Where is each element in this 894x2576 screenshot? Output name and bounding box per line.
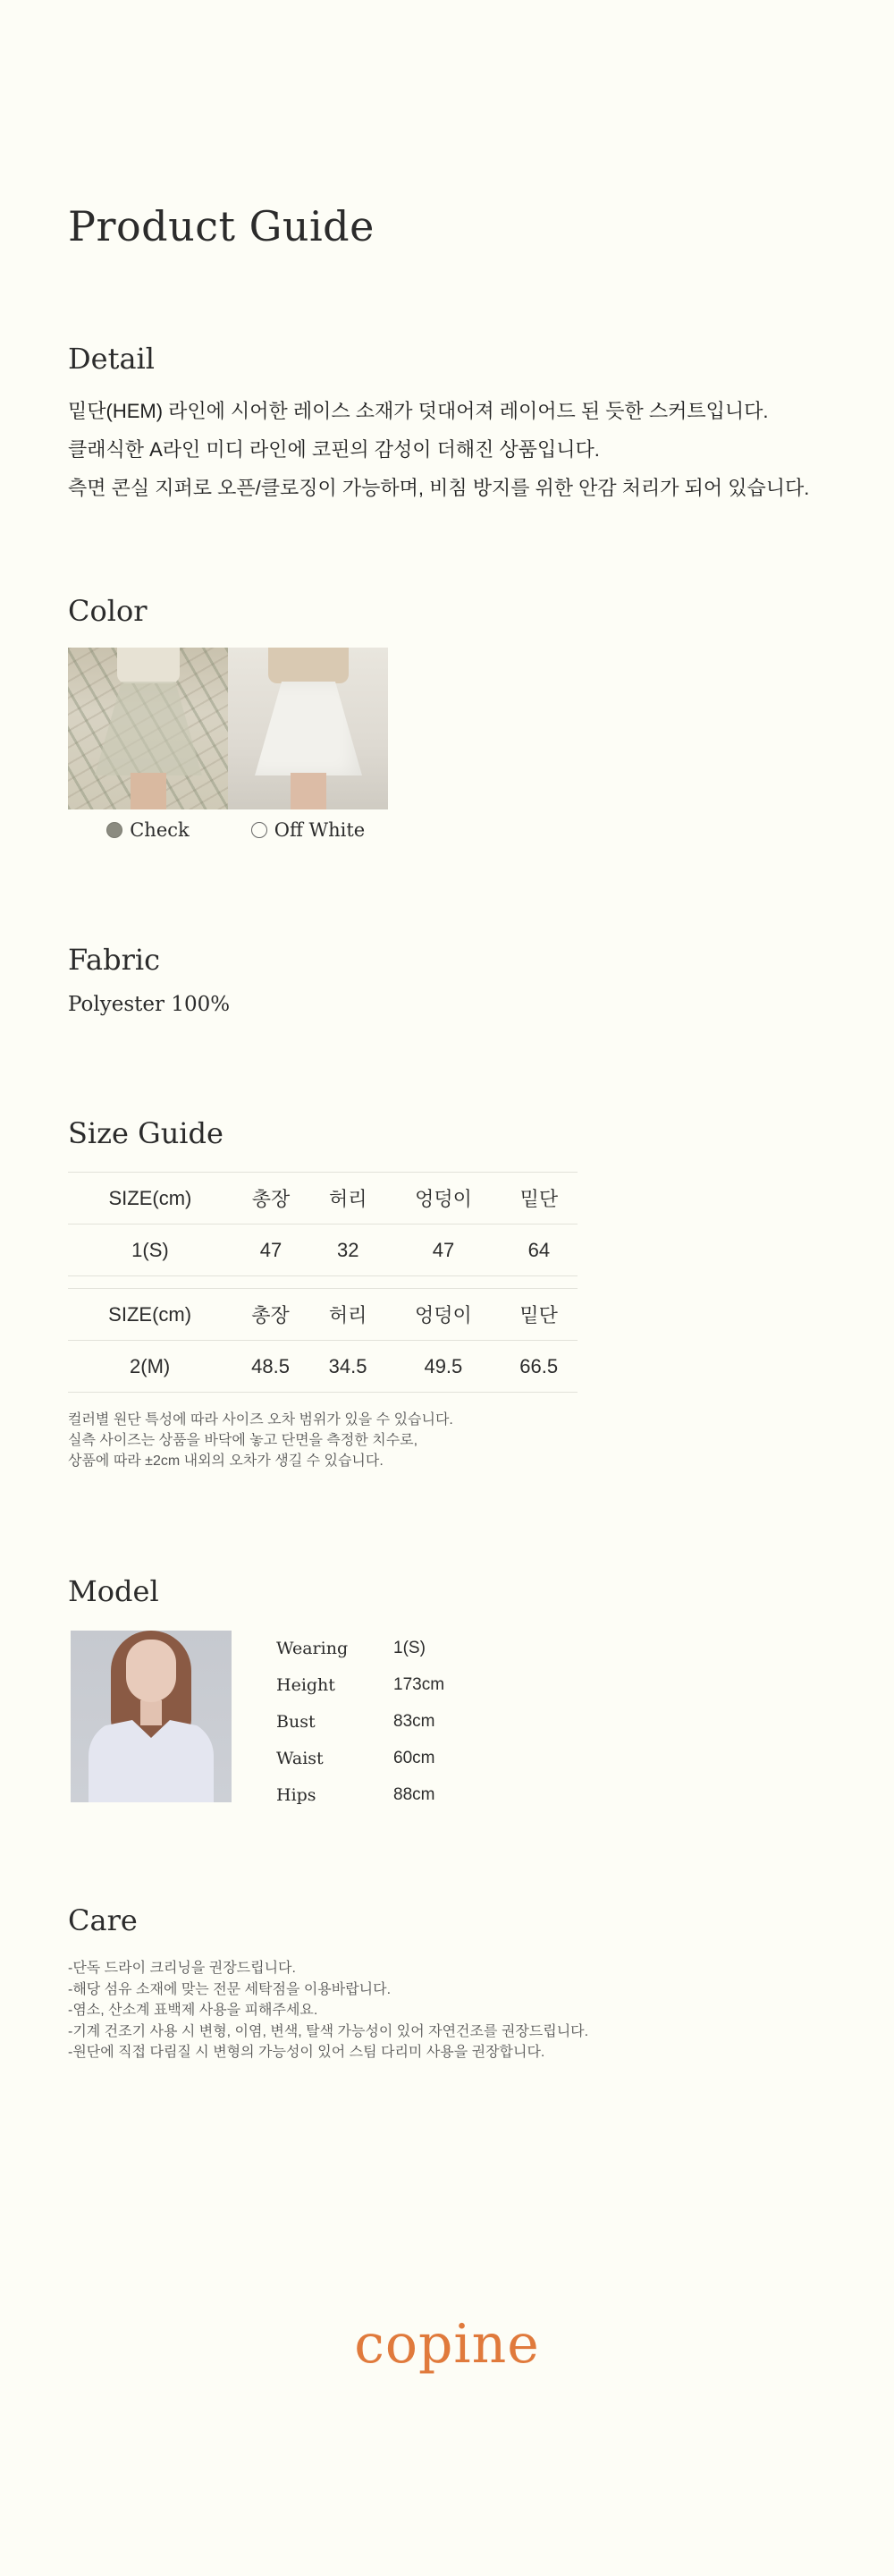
- care-instructions: [68, 1958, 588, 2063]
- care-line: -원단에 직접 다림질 시 변형의 가능성이 있어 스팀 다리미 사용을 권장합니다.: [68, 2045, 545, 2060]
- color-images: [68, 648, 388, 809]
- fabric-title: Fabric: [68, 943, 161, 977]
- table-header: 엉덩이: [386, 1289, 500, 1341]
- color-image-off-white[interactable]: [228, 648, 388, 809]
- detail-line: 측면 콘실 지퍼로 오픈/클로징이 가능하며, 비침 방지를 위한 안감 처리가 되어 있습니다.: [68, 477, 810, 499]
- detail-line: 클래식한 A라인 미디 라인에 코핀의 감성이 더해진 상품입니다.: [68, 438, 600, 461]
- table-header: 허리: [309, 1173, 386, 1224]
- color-dot-icon: [106, 822, 122, 838]
- color-dot-icon: [251, 822, 267, 838]
- table-cell: 49.5: [386, 1341, 500, 1393]
- spec-label: Bust: [276, 1711, 316, 1732]
- color-image-check[interactable]: [68, 648, 228, 809]
- spec-label: Waist: [276, 1748, 324, 1768]
- table-cell: 66.5: [500, 1341, 578, 1393]
- size-note-line: 상품에 따라 ±2cm 내외의 오차가 생길 수 있습니다.: [68, 1453, 384, 1469]
- size-note-line: 컬러별 원단 특성에 따라 사이즈 오차 범위가 있을 수 있습니다.: [68, 1412, 453, 1428]
- color-options: [68, 819, 388, 841]
- care-line: -단독 드라이 크리닝을 권장드립니다.: [68, 1961, 296, 1976]
- table-header: 총장: [232, 1289, 309, 1341]
- fabric-composition: Polyester 100%: [68, 993, 231, 1016]
- table-cell: 1(S): [68, 1224, 232, 1276]
- care-title: Care: [68, 1903, 138, 1937]
- spec-label: Height: [276, 1674, 335, 1695]
- table-header: SIZE(cm): [68, 1289, 232, 1341]
- page-title: Product Guide: [68, 202, 375, 250]
- table-header: 엉덩이: [386, 1173, 500, 1224]
- model-spec-row: [276, 1703, 444, 1740]
- table-row: [68, 1341, 578, 1393]
- detail-line: 밑단(HEM) 라인에 시어한 레이스 소재가 덧대어져 레이어드 된 듯한 스커트입니다.: [68, 400, 769, 422]
- table-cell: 34.5: [309, 1341, 387, 1393]
- model-title: Model: [68, 1574, 159, 1608]
- table-cell: 47: [232, 1224, 309, 1276]
- model-spec-row: [276, 1740, 444, 1776]
- color-option-label: Off White: [274, 819, 366, 841]
- model-spec-row: [276, 1666, 444, 1703]
- table-header-row: [68, 1173, 578, 1224]
- table-cell: 47: [386, 1224, 500, 1276]
- table-cell: 2(M): [68, 1341, 232, 1393]
- table-header: 허리: [309, 1289, 387, 1341]
- table-header-row: [68, 1289, 578, 1341]
- table-header: 밑단: [501, 1173, 578, 1224]
- detail-title: Detail: [68, 342, 155, 376]
- table-header: SIZE(cm): [68, 1173, 232, 1224]
- spec-value: 173cm: [393, 1674, 445, 1694]
- table-header: 밑단: [500, 1289, 578, 1341]
- detail-description: [68, 392, 809, 507]
- size-table-1: [68, 1172, 578, 1276]
- care-line: -기계 건조기 사용 시 변형, 이염, 변색, 탈색 가능성이 있어 자연건조를 권장드립니다.: [68, 2023, 589, 2039]
- spec-value: 88cm: [393, 1784, 435, 1804]
- spec-value: 1(S): [393, 1638, 426, 1657]
- spec-label: Hips: [276, 1784, 316, 1805]
- size-note-line: 실측 사이즈는 상품을 바닥에 놓고 단면을 측정한 치수로,: [68, 1433, 418, 1448]
- model-photo: [71, 1631, 232, 1802]
- table-row: [68, 1224, 578, 1276]
- care-line: -해당 섬유 소재에 맞는 전문 세탁점을 이용바랍니다.: [68, 1981, 392, 1997]
- size-notes: [68, 1410, 453, 1471]
- table-header: 총장: [232, 1173, 309, 1224]
- spec-label: Wearing: [276, 1638, 349, 1658]
- color-option-off-white[interactable]: [228, 819, 388, 841]
- size-guide-title: Size Guide: [68, 1116, 224, 1150]
- color-title: Color: [68, 594, 148, 628]
- model-spec-row: [276, 1776, 444, 1813]
- table-cell: 64: [501, 1224, 578, 1276]
- brand-logo: copine: [354, 2313, 540, 2376]
- care-line: -염소, 산소계 표백제 사용을 피해주세요.: [68, 2003, 318, 2018]
- table-cell: 32: [309, 1224, 386, 1276]
- spec-value: 83cm: [393, 1711, 435, 1731]
- color-option-label: Check: [130, 819, 190, 841]
- table-cell: 48.5: [232, 1341, 309, 1393]
- model-spec-row: [276, 1630, 444, 1666]
- model-specs: [276, 1630, 444, 1813]
- size-table-2: [68, 1288, 578, 1393]
- color-option-check[interactable]: [68, 819, 228, 841]
- spec-value: 60cm: [393, 1748, 435, 1767]
